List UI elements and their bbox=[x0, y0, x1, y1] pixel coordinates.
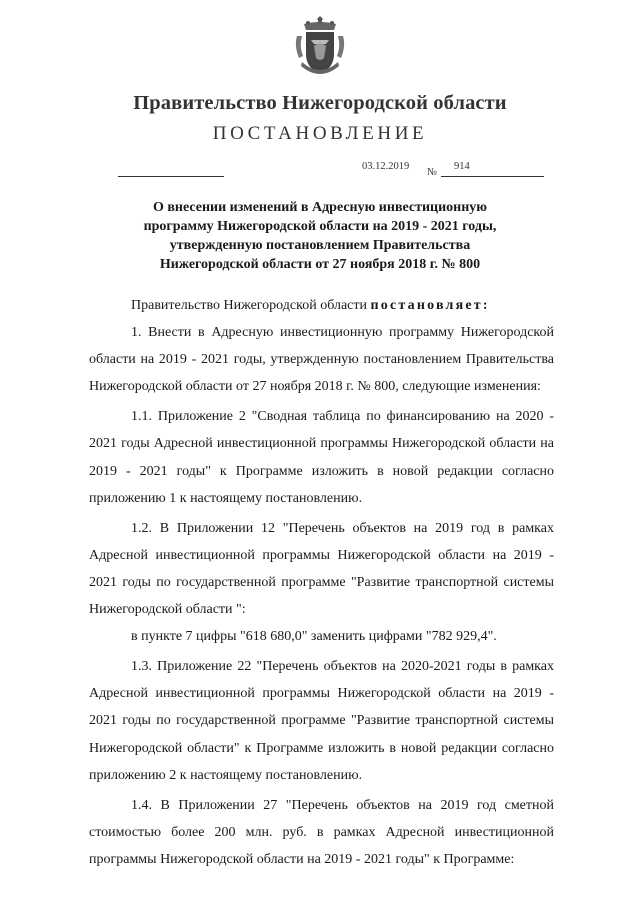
subject-line: программу Нижегородской области на 2019 - 2021 годы, bbox=[143, 219, 497, 234]
subject-line: Нижегородской области от 27 ноября 2018 г. № 800 bbox=[159, 257, 481, 272]
number-sign: № bbox=[427, 167, 438, 178]
paragraph-1: 1. Внести в Адресную инвестиционную программу Нижегородской области на 2019 - 2021 годы, утвержденную постановлением Правительства Нижегородской области от 27 ноября 2018 г. № 800, следующие изменения: bbox=[89, 325, 554, 395]
paragraph-1-1: 1.1. Приложение 2 "Сводная таблица по финансированию на 2020 - 2021 годы Адресной инвестиционной программы Нижегородской области на 2019 - 2021 годы" к Программе изложить в новой редакции согласно приложению 1 к настоящему постановлению. bbox=[89, 409, 554, 506]
preamble bbox=[89, 292, 554, 319]
document-subject bbox=[120, 198, 520, 274]
paragraph-1-4: 1.4. В Приложении 27 "Перечень объектов на 2019 год сметной стоимостью более 200 млн. руб. в рамках Адресной инвестиционной программы Нижегородской области на 2019 - 2021 годы" к Программе: bbox=[89, 797, 554, 867]
paragraph-1-2: 1.2. В Приложении 12 "Перечень объектов на 2019 год в рамках Адресной инвестиционной программы Нижегородской области на 2019 - 2021 годы по государственной программе "Развитие транспортной системы Нижегородской области ": bbox=[89, 520, 554, 618]
document-number: 914 bbox=[454, 161, 470, 172]
document-type: ПОСТАНОВЛЕНИЕ bbox=[212, 123, 428, 144]
document-body bbox=[89, 292, 554, 873]
subject-line: утвержденную постановлением Правительства bbox=[169, 238, 471, 253]
document-date: 03.12.2019 bbox=[362, 161, 410, 172]
decree-word: постановляет: bbox=[370, 298, 490, 313]
signature-line-right bbox=[441, 176, 544, 177]
signature-line-left bbox=[118, 176, 224, 177]
subject-line: О внесении изменений в Адресную инвестиционную bbox=[152, 200, 488, 215]
paragraph-1-3: 1.3. Приложение 22 "Перечень объектов на 2020-2021 годы в рамках Адресной инвестиционной программы Нижегородской области на 2019 - 2021 годы по государственной программе "Развитие транспортной системы Нижегородской области" к Программе изложить в новой редакции согласно приложению 2 к настоящему постановлению. bbox=[89, 659, 554, 783]
preamble-text: Правительство Нижегородской области bbox=[131, 298, 371, 313]
government-name: Правительство Нижегородской области bbox=[133, 92, 507, 114]
coat-of-arms-icon bbox=[294, 14, 346, 80]
paragraph-1-2-item: в пункте 7 цифры "618 680,0" заменить цифрами "782 929,4". bbox=[131, 629, 497, 645]
